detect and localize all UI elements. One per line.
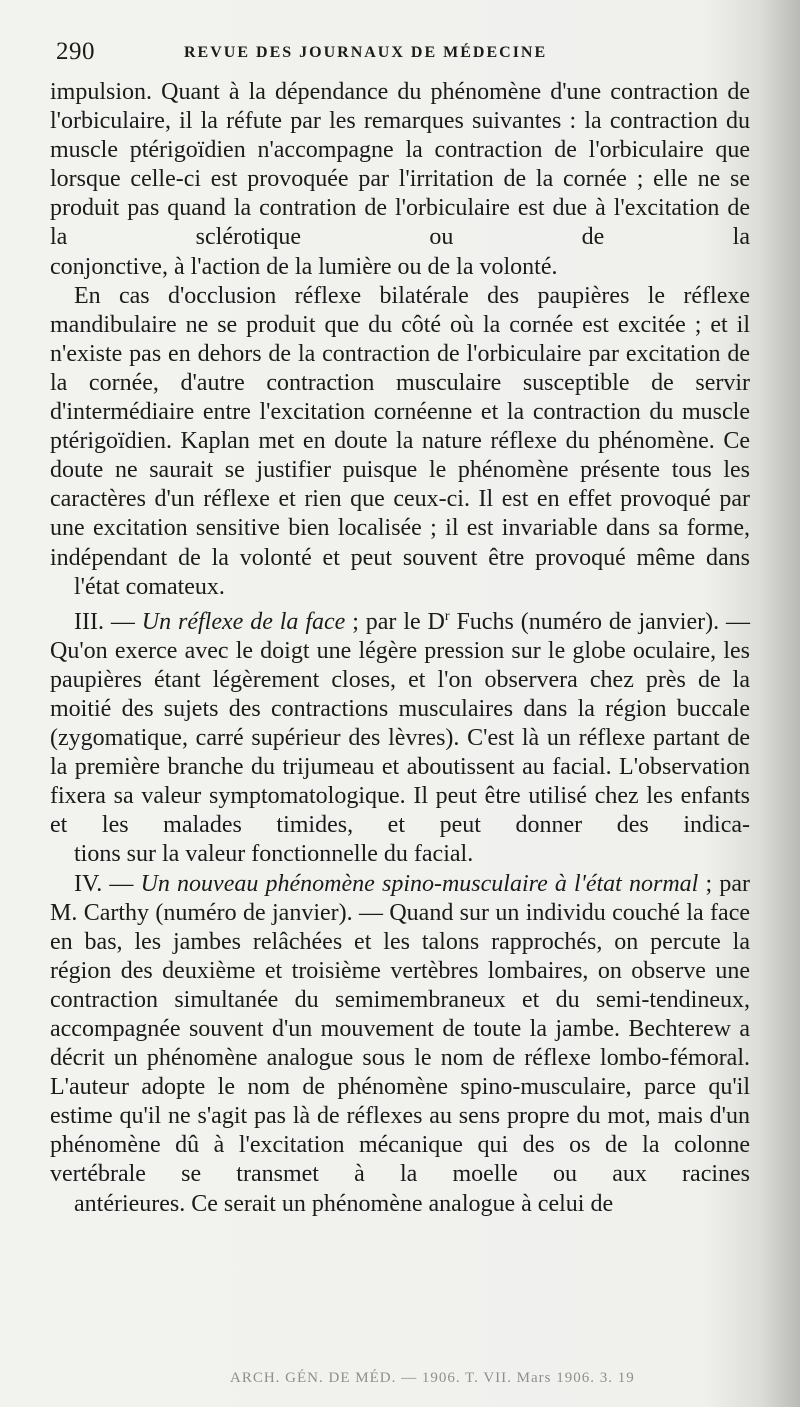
page-header [56,38,756,68]
paragraph-last-line: antérieures. Ce serait un phénomène analogue à celui de [74,1190,614,1217]
section-number: IV. — [74,870,141,897]
section-title: Un réflexe de la face [141,608,346,635]
doctor-superscript: r [444,608,450,624]
page-number: 290 [56,38,95,65]
section-iii [50,602,750,870]
paragraph-continuation [50,78,750,282]
section-author-prefix: ; par le D [345,608,445,635]
section-title: Un nouveau phénomène spino-musculaire à l'état normal [140,870,699,897]
paragraph-text: Fuchs (numéro de janvier). — Qu'on exerce avec le doigt une légère pression sur le globe oculaire, les paupières étant légèrement closes, et l'on observera chez près de la moitié des sujets des contractions musculaires dans la région buccale (zygomatique, carré supérieur des lèvres). C'est là un réflexe partant de la première branche du trijumeau et aboutissent au facial. L'observation fixera sa valeur symptomatologique. Il peut être utilisé chez les enfants et les malades timides, et peut donner des indica- [50,608,750,839]
paragraph-last-line: tions sur la valeur fonctionnelle du facial. [74,841,474,868]
section-number: III. — [74,608,142,635]
paragraph-last-line: conjonctive, à l'action de la lumière ou de la volonté. [50,253,558,280]
running-title: REVUE DES JOURNAUX DE MÉDECINE [184,44,548,61]
paragraph-last-line: l'état comateux. [74,573,225,600]
bleed-through-footer: ARCH. GÉN. DE MÉD. — 1906. T. VII. Mars 1906. 3. 19 [230,1370,635,1386]
section-iv [50,870,750,1219]
paragraph-text: En cas d'occlusion réflexe bilatérale des paupières le réflexe mandibulaire ne se produit que du côté où la cornée est excitée ; et il n'existe pas en dehors de la contraction de l'orbiculaire par excitation de la cornée, d'autre contraction musculaire susceptible de servir d'intermédiaire entre l'excitation cornéenne et la contraction du muscle ptérigoïdien. Kaplan met en doute la nature réflexe du phénomène. Ce doute ne saurait se justifier puisque le phénomène présente tous les caractères d'un réflexe et rien que ceux-ci. Il est en effet provoqué par une excitation sensitive bien localisée ; il est invariable dans sa forme, indépendant de la volonté et peut souvent être provoqué même dans [50,282,750,571]
paragraph-text: ; par M. Carthy (numéro de janvier). — Quand sur un individu couché la face en bas, les jambes relâchées et les talons rapprochés, on percute la région des deuxième et troisième vertèbres lombaires, on observe une contraction simultanée du semimembraneux et du semi-tendineux, accompagnée souvent d'un mouvement de toute la jambe. Bechterew a décrit un phénomène analogue sous le nom de réflexe lombo-fémoral. L'auteur adopte le nom de phénomène spino-musculaire, parce qu'il estime qu'il ne s'agit pas là de réflexes au sens propre du mot, mais d'un phénomène dû à l'excitation mécanique qui des os de la colonne vertébrale se transmet à la moelle ou aux racines [50,870,750,1188]
article-body [50,78,750,1219]
paragraph-text: impulsion. Quant à la dépendance du phénomène d'une contraction de l'orbiculaire, il la réfute par les remarques suivantes : la contraction du muscle ptérigoïdien n'accompagne la contraction de l'orbiculaire que lorsque celle-ci est provoquée par l'irritation de la cornée ; elle ne se produit pas quand la contration de l'orbiculaire est due à l'excitation de la sclérotique ou de la [50,79,750,251]
paragraph-occlusion [50,282,750,602]
